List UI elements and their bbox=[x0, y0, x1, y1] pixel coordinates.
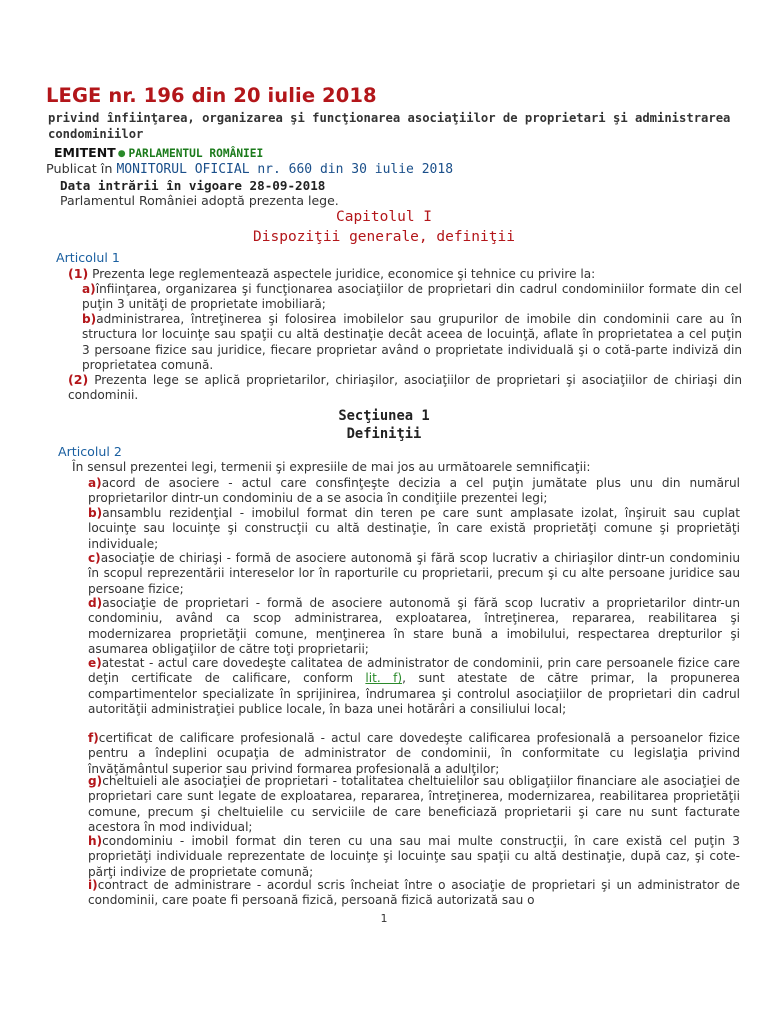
definition-h bbox=[88, 834, 740, 880]
law-subtitle: privind înfiinţarea, organizarea şi funcţionarea asociaţiilor de proprietari şi administrarea condominiilor bbox=[48, 111, 731, 141]
definition-text: acord de asociere - actul care consfinţeşte decizia a cel puţin jumătate plus unu din numărul proprietarilor dintr-un condominiu de a se asocia în condiţiile prezentei legi; bbox=[88, 476, 740, 506]
letter-marker: e) bbox=[88, 656, 102, 670]
definition-f bbox=[88, 731, 740, 777]
bullet-icon: ● bbox=[117, 149, 126, 159]
letter-text: administrarea, întreţinerea şi folosirea imobilelor sau grupurilor de imobile din condominii care au în structura lor locuinţe sau spaţii cu altă destinaţie decât aceea de locuinţă, aflate în proprietatea a cel puţin 3 persoane fizice sau juridice, fiecare proprietar având o proprietate individuală şi o cotă-parte indiviză din proprietatea comună. bbox=[82, 312, 742, 372]
vigoare-date: Data intrării în vigoare 28-09-2018 bbox=[60, 178, 326, 193]
letter-marker: g) bbox=[88, 774, 103, 788]
letter-marker: a) bbox=[88, 476, 102, 490]
paragraph-number: (2) bbox=[68, 372, 89, 387]
article-1-paragraph-1 bbox=[68, 266, 728, 282]
definition-g bbox=[88, 774, 740, 835]
definition-d bbox=[88, 596, 740, 657]
section-title: Secţiunea 1 bbox=[338, 408, 430, 424]
letter-marker: h) bbox=[88, 834, 103, 848]
definition-text: condominiu - imobil format din teren cu una sau mai multe construcţii, în care există cel puţin 3 proprietăţi individuale reprezentate de locuinţe şi locuinţe sau spaţii cu altă destinaţie, după caz, şi cote-părţi indivize de proprietate comună; bbox=[88, 834, 740, 879]
definition-text-start: atestat - actul care dovedeşte calitatea de administrator de condominii, prin care persoanele fizice care deţin certificate de calificare, conform bbox=[88, 656, 740, 686]
definition-i bbox=[88, 878, 740, 909]
letter-marker: b) bbox=[88, 506, 103, 520]
letter-text: înfiinţarea, organizarea şi funcţionarea asociaţiilor de proprietari din cadrul condominiilor formate din cel puţin 3 unităţi de proprietate imobiliară; bbox=[82, 282, 742, 312]
lit-f-link[interactable]: lit. f) bbox=[365, 671, 403, 686]
monitor-oficial-link[interactable]: MONITORUL OFICIAL nr. 660 din 30 iulie 2018 bbox=[116, 162, 454, 177]
publicat-line bbox=[46, 162, 453, 177]
publicat-label: Publicat în bbox=[46, 162, 113, 177]
definition-c bbox=[88, 551, 740, 597]
letter-marker: c) bbox=[88, 551, 101, 565]
section-subtitle: Definiţii bbox=[346, 426, 422, 442]
article-1-letter-a bbox=[82, 282, 742, 313]
paragraph-number: (1) bbox=[68, 266, 89, 281]
definition-text: cheltuieli ale asociaţiei de proprietari - totalitatea cheltuielilor sau obligaţiilor financiare ale asociaţiei de proprietari care sunt legate de exploatarea, repararea, întreţinerea, modernizarea, reabilitarea proprietăţii comune, precum şi cheltuielile cu serviciile de care beneficiază proprietarii şi care nu sunt facturate acestora în mod individual; bbox=[88, 774, 740, 834]
definition-e bbox=[88, 656, 740, 717]
chapter-subtitle: Dispoziţii generale, definiţii bbox=[253, 229, 515, 245]
definition-a bbox=[88, 476, 740, 507]
article-2-heading[interactable]: Articolul 2 bbox=[58, 444, 122, 459]
definition-text-end: , sunt atestate de către primar, la propunerea compartimentelor specializate în sprijinirea, îndrumarea şi controlul asociaţiilor de proprietari din cadrul autorităţii administraţiei publice locale, în baza unei hotărâri a consiliului local; bbox=[88, 671, 740, 716]
emitent-line bbox=[54, 145, 263, 160]
article-1-heading[interactable]: Articolul 1 bbox=[56, 250, 120, 265]
law-title: LEGE nr. 196 din 20 iulie 2018 bbox=[46, 84, 377, 107]
chapter-title: Capitolul I bbox=[335, 209, 433, 225]
definition-text: asociaţie de chiriaşi - formă de asociere autonomă şi fără scop lucrativ a chiriaşilor dintr-un condominiu în scopul reprezentării intereselor lor în raporturile cu proprietarii, precum şi cu alte persoane juridice sau persoane fizice; bbox=[88, 551, 740, 596]
emitent-label: EMITENT bbox=[54, 145, 116, 160]
letter-marker: a) bbox=[82, 282, 96, 296]
letter-marker: i) bbox=[88, 878, 98, 892]
page-number: 1 bbox=[380, 912, 388, 925]
adoption-statement: Parlamentul României adoptă prezenta lege. bbox=[60, 193, 339, 208]
definition-b bbox=[88, 506, 740, 552]
paragraph-text: Prezenta lege se aplică proprietarilor, chiriaşilor, asociaţiilor de proprietari şi asociaţiilor de chiriaşi din condominii. bbox=[68, 373, 742, 403]
article-1-letter-b bbox=[82, 312, 742, 373]
letter-marker: d) bbox=[88, 596, 103, 610]
definition-text: contract de administrare - acordul scris încheiat între o asociaţie de proprietari şi un administrator de condominii, care poate fi persoană fizică, persoană fizică autorizată sau o bbox=[88, 878, 740, 908]
definition-text: asociaţie de proprietari - formă de asociere autonomă şi fără scop lucrativ a proprietarilor dintr-un condominiu, având ca scop administrarea, exploatarea, întreţinerea, repararea, reabilitarea şi modernizarea proprietăţii comune, menţinerea în stare bună a imobilului, respectarea drepturilor şi asumarea obligaţiilor de către toţi proprietarii; bbox=[88, 596, 740, 656]
definition-text: ansamblu rezidenţial - imobilul format din teren pe care sunt amplasate izolat, înşiruit sau cuplat locuinţe sau locuinţe şi construcţii cu altă destinaţie, în care există proprietăţi comune şi proprietăţi individuale; bbox=[88, 506, 740, 551]
letter-marker: b) bbox=[82, 312, 97, 326]
definition-text: certificat de calificare profesională - actul care dovedeşte calificarea profesională a persoanelor fizice pentru a îndeplini ocupaţia de administrator de condominii, în conformitate cu legislaţia privind învăţământul superior sau privind formarea profesională a adulţilor; bbox=[88, 731, 740, 776]
letter-marker: f) bbox=[88, 731, 99, 745]
emitent-value: PARLAMENTUL ROMÂNIEI bbox=[128, 147, 264, 160]
article-2-intro: În sensul prezentei legi, termenii şi expresiile de mai jos au următoarele semnificaţii: bbox=[72, 460, 591, 474]
article-1-paragraph-2 bbox=[68, 372, 742, 404]
paragraph-text: Prezenta lege reglementează aspectele juridice, economice şi tehnice cu privire la: bbox=[92, 267, 596, 281]
